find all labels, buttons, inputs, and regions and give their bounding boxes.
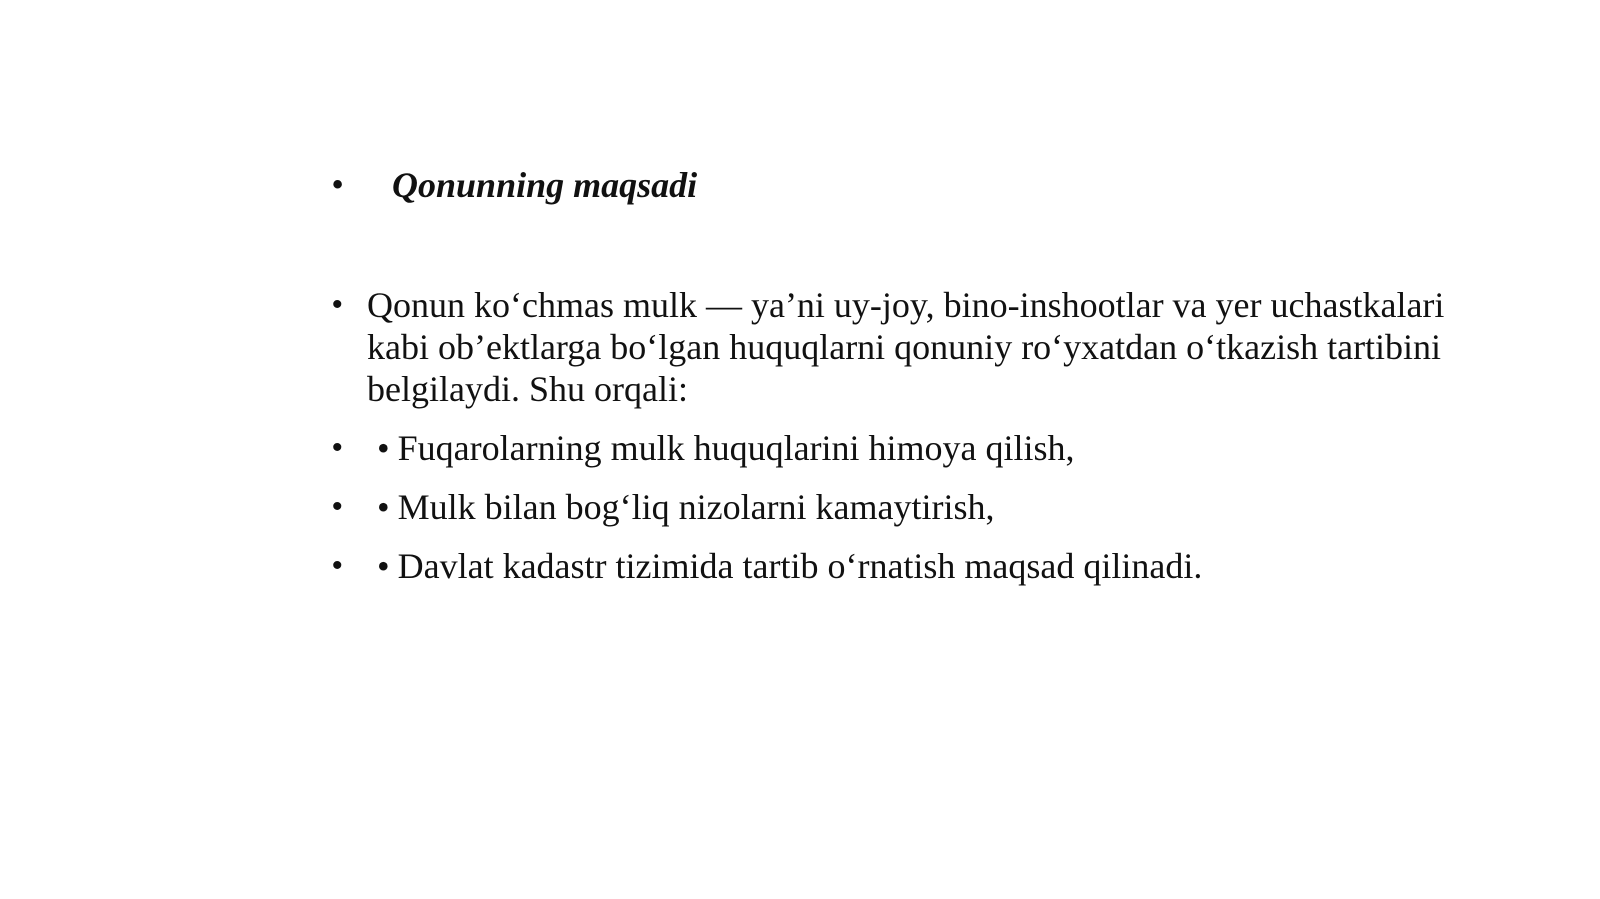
inner-bullet-icon: • [377,546,390,586]
bullet-icon: • [332,288,343,321]
bullet-icon: • [332,549,343,582]
point-text-1: Fuqarolarning mulk huquqlarini himoya qilish, [397,428,1075,468]
bullet-point-3 [332,545,1492,587]
bullet-point-2 [332,486,1492,528]
bullet-icon: • [332,431,343,464]
inner-bullet-icon: • [377,428,390,468]
bullet-heading [332,164,1492,206]
slide-heading: Qonunning maqsadi [392,165,698,205]
inner-bullet-icon: • [377,487,390,527]
bullet-icon: • [332,168,343,201]
bullet-paragraph [332,284,1492,410]
bullet-point-1 [332,427,1492,469]
point-text-2: Mulk bilan bog‘liq nizolarni kamaytirish, [397,487,995,527]
bullet-icon: • [332,490,343,523]
paragraph-text: Qonun ko‘chmas mulk — ya’ni uy-joy, bino-inshootlar va yer uchastkalari kabi ob’ektlarga bo‘lgan huquqlarni qonuniy ro‘yxatdan o‘tkazish tartibini belgilaydi. Shu orqali: [367,285,1445,409]
point-text-3: Davlat kadastr tizimida tartib o‘rnatish maqsad qilinadi. [397,546,1203,586]
bullet-list [332,164,1492,604]
